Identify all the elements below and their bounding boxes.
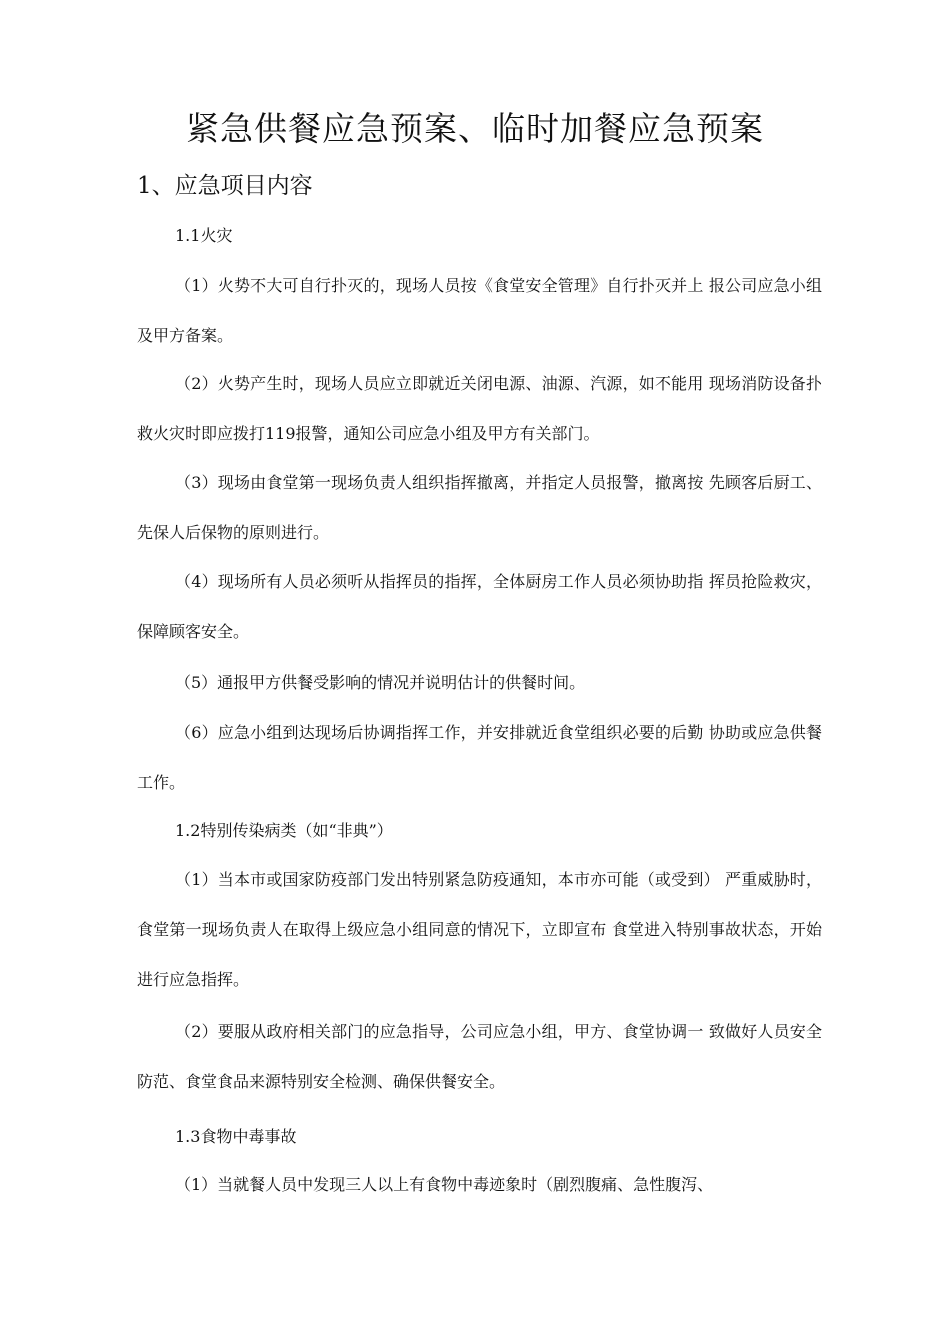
subsection-heading-1-1: 1.1火灾 [175,226,233,245]
paragraph-1-1-6: （6）应急小组到达现场后协调指挥工作，并安排就近食堂组织必要的后勤 协助或应急供餐工作。 [137,723,822,792]
paragraph-1-3-1: （1）当就餐人员中发现三人以上有食物中毒迹象时（剧烈腹痛、急性腹泻、 [175,1175,714,1194]
subsection-heading-1-3: 1.3食物中毒事故 [175,1127,297,1146]
paragraph-1-1-2: （2）火势产生时，现场人员应立即就近关闭电源、油源、汽源，如不能用 现场消防设备扑救火灾时即应拨打119报警，通知公司应急小组及甲方有关部门。 [137,374,822,443]
paragraph-1-1-5: （5）通报甲方供餐受影响的情况并说明估计的供餐时间。 [175,673,586,692]
document-title: 紧急供餐应急预案、临时加餐应急预案 [186,109,764,148]
subsection-heading-1-2: 1.2特别传染病类（如“非典”） [175,821,393,840]
paragraph-1-1-3: （3）现场由食堂第一现场负责人组织指挥撤离，并指定人员报警，撤离按 先顾客后厨工、先保人后保物的原则进行。 [137,473,822,542]
paragraph-1-1-4: （4）现场所有人员必须听从指挥员的指挥，全体厨房工作人员必须协助指 挥员抢险救灾，保障顾客安全。 [137,572,822,641]
section-heading-1: 1、应急项目内容 [137,173,313,199]
paragraph-1-2-2: （2）要服从政府相关部门的应急指导，公司应急小组，甲方、食堂协调一 致做好人员安全防范、食堂食品来源特别安全检测、确保供餐安全。 [137,1022,822,1091]
paragraph-1-1-1: （1）火势不大可自行扑灭的，现场人员按《食堂安全管理》自行扑灭并上 报公司应急小组及甲方备案。 [137,276,822,345]
paragraph-1-2-1: （1）当本市或国家防疫部门发出特别紧急防疫通知，本市亦可能（或受到） 严重威胁时，食堂第一现场负责人在取得上级应急小组同意的情况下，立即宣布 食堂进入特别事故状态，开始进行应急指挥。 [137,870,822,989]
